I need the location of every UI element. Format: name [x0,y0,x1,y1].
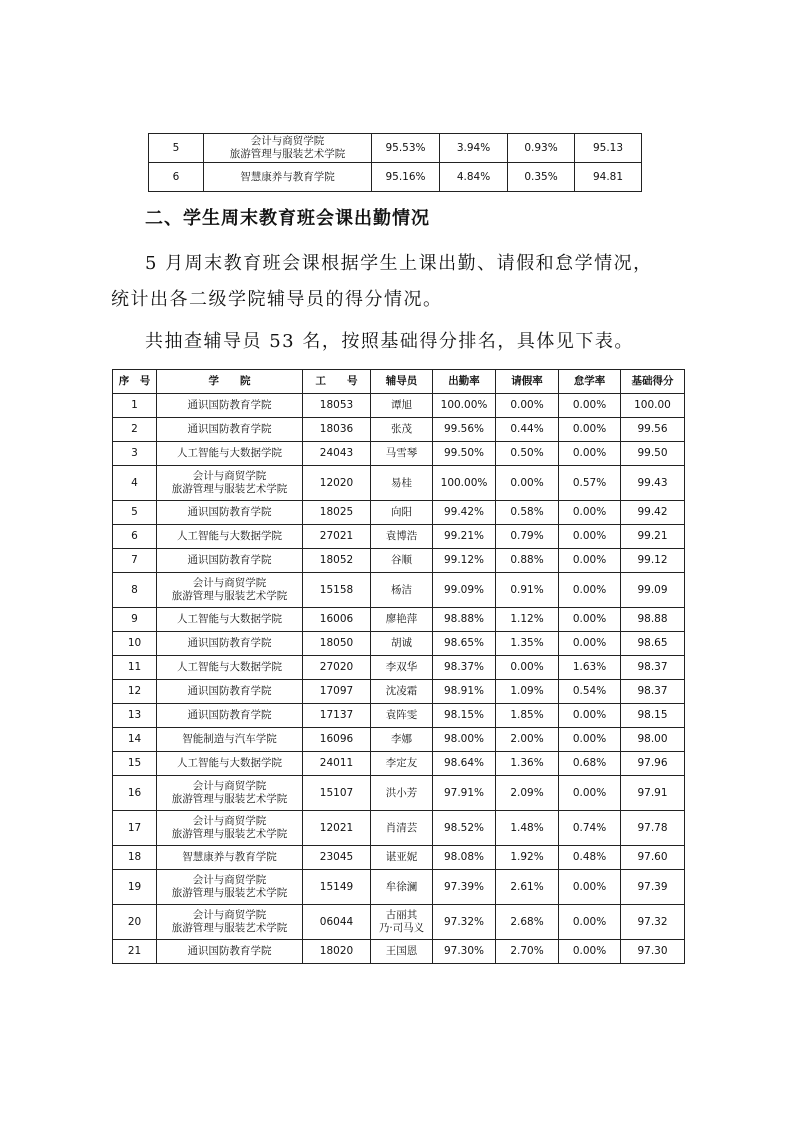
college-cell: 通识国防教育学院 [157,501,303,525]
leave-cell: 3.94% [440,134,508,163]
counselor-name-cell: 牟徐澜 [371,870,433,905]
score-cell: 98.88 [621,608,685,632]
truancy-cell: 0.00% [559,905,621,940]
seq-cell: 9 [113,608,157,632]
score-cell: 98.65 [621,632,685,656]
seq-cell: 5 [113,501,157,525]
truancy-cell: 0.74% [559,811,621,846]
seq-cell: 15 [113,752,157,776]
table-row [113,549,685,573]
leave-cell: 2.70% [496,940,559,964]
college-cell: 智能制造与汽车学院 [157,728,303,752]
truancy-cell: 0.00% [559,442,621,466]
truancy-cell: 0.00% [559,870,621,905]
truancy-cell: 0.00% [559,418,621,442]
truancy-cell: 0.00% [559,632,621,656]
staff-id-cell: 15149 [303,870,371,905]
table-row [113,466,685,501]
header-id: 工 号 [303,370,371,394]
college-cell: 通识国防教育学院 [157,394,303,418]
staff-id-cell: 24011 [303,752,371,776]
counselor-name-cell: 王国恩 [371,940,433,964]
counselor-name-cell: 李双华 [371,656,433,680]
table-row [149,163,642,192]
table-row [113,442,685,466]
table-header-row [113,370,685,394]
truancy-cell: 0.00% [559,940,621,964]
staff-id-cell: 06044 [303,905,371,940]
college-cell: 人工智能与大数据学院 [157,752,303,776]
score-cell: 95.13 [575,134,642,163]
seq-cell: 17 [113,811,157,846]
attendance-cell: 100.00% [433,466,496,501]
staff-id-cell: 12020 [303,466,371,501]
counselor-name-cell: 古丽其 乃·司马义 [371,905,433,940]
header-score: 基础得分 [621,370,685,394]
section-heading: 二、学生周末教育班会课出勤情况 [145,208,430,229]
leave-cell: 0.50% [496,442,559,466]
counselor-name-cell: 沈凌霜 [371,680,433,704]
staff-id-cell: 18053 [303,394,371,418]
attendance-cell: 97.91% [433,776,496,811]
seq-cell: 6 [149,163,204,192]
counselor-name-cell: 肖清芸 [371,811,433,846]
counselor-name-cell: 向阳 [371,501,433,525]
previous-ranking-table [148,133,642,192]
seq-cell: 2 [113,418,157,442]
table-row [113,752,685,776]
truancy-cell: 0.48% [559,846,621,870]
leave-cell: 4.84% [440,163,508,192]
score-cell: 99.43 [621,466,685,501]
college-cell: 通识国防教育学院 [157,704,303,728]
staff-id-cell: 17097 [303,680,371,704]
header-attendance: 出勤率 [433,370,496,394]
college-cell: 会计与商贸学院 旅游管理与服装艺术学院 [157,573,303,608]
college-cell: 通识国防教育学院 [157,680,303,704]
attendance-cell: 98.88% [433,608,496,632]
counselor-name-cell: 洪小芳 [371,776,433,811]
score-cell: 98.37 [621,680,685,704]
seq-cell: 8 [113,573,157,608]
paragraph: 5 月周末教育班会课根据学生上课出勤、请假和怠学情况， [145,253,653,274]
table-row [113,870,685,905]
table-row [149,134,642,163]
header-counselor: 辅导员 [371,370,433,394]
college-cell: 通识国防教育学院 [157,632,303,656]
score-cell: 97.60 [621,846,685,870]
seq-cell: 12 [113,680,157,704]
attendance-cell: 98.91% [433,680,496,704]
truancy-cell: 0.57% [559,466,621,501]
score-cell: 99.50 [621,442,685,466]
staff-id-cell: 18052 [303,549,371,573]
table-row [113,573,685,608]
score-cell: 97.32 [621,905,685,940]
seq-cell: 1 [113,394,157,418]
staff-id-cell: 18020 [303,940,371,964]
table-row [113,656,685,680]
attendance-cell: 95.53% [372,134,440,163]
counselor-name-cell: 李娜 [371,728,433,752]
truancy-cell: 0.68% [559,752,621,776]
seq-cell: 7 [113,549,157,573]
score-cell: 94.81 [575,163,642,192]
seq-cell: 5 [149,134,204,163]
attendance-cell: 100.00% [433,394,496,418]
score-cell: 97.30 [621,940,685,964]
college-cell: 会计与商贸学院 旅游管理与服装艺术学院 [157,776,303,811]
counselor-name-cell: 袁阵雯 [371,704,433,728]
leave-cell: 1.12% [496,608,559,632]
truancy-cell: 0.00% [559,573,621,608]
table-row [113,632,685,656]
counselor-name-cell: 袁博浩 [371,525,433,549]
staff-id-cell: 27020 [303,656,371,680]
seq-cell: 11 [113,656,157,680]
seq-cell: 16 [113,776,157,811]
table-row [113,525,685,549]
score-cell: 99.09 [621,573,685,608]
seq-cell: 6 [113,525,157,549]
staff-id-cell: 23045 [303,846,371,870]
score-cell: 99.56 [621,418,685,442]
truancy-cell: 0.54% [559,680,621,704]
attendance-cell: 97.30% [433,940,496,964]
truancy-cell: 0.00% [559,776,621,811]
table-row [113,501,685,525]
table-row [113,905,685,940]
leave-cell: 0.91% [496,573,559,608]
attendance-cell: 98.64% [433,752,496,776]
leave-cell: 2.61% [496,870,559,905]
score-cell: 99.12 [621,549,685,573]
leave-cell: 1.09% [496,680,559,704]
counselor-name-cell: 廖艳萍 [371,608,433,632]
staff-id-cell: 27021 [303,525,371,549]
counselor-name-cell: 胡诚 [371,632,433,656]
college-cell: 人工智能与大数据学院 [157,656,303,680]
seq-cell: 4 [113,466,157,501]
college-cell: 会计与商贸学院 旅游管理与服装艺术学院 [157,811,303,846]
truancy-cell: 0.00% [559,728,621,752]
attendance-cell: 97.32% [433,905,496,940]
header-seq: 序 号 [113,370,157,394]
score-cell: 97.39 [621,870,685,905]
seq-cell: 13 [113,704,157,728]
header-leave: 请假率 [496,370,559,394]
score-cell: 97.91 [621,776,685,811]
attendance-cell: 95.16% [372,163,440,192]
paragraph: 统计出各二级学院辅导员的得分情况。 [111,289,443,310]
leave-cell: 0.58% [496,501,559,525]
truancy-cell: 0.00% [559,525,621,549]
leave-cell: 1.36% [496,752,559,776]
staff-id-cell: 24043 [303,442,371,466]
seq-cell: 3 [113,442,157,466]
table-row [113,704,685,728]
score-cell: 97.78 [621,811,685,846]
header-truancy: 怠学率 [559,370,621,394]
truancy-cell: 0.00% [559,704,621,728]
college-cell: 会计与商贸学院 旅游管理与服装艺术学院 [157,466,303,501]
leave-cell: 2.68% [496,905,559,940]
college-cell: 会计与商贸学院 旅游管理与服装艺术学院 [157,870,303,905]
staff-id-cell: 17137 [303,704,371,728]
attendance-cell: 98.08% [433,846,496,870]
table-row [113,811,685,846]
table-row [113,776,685,811]
truancy-cell: 0.00% [559,394,621,418]
leave-cell: 2.09% [496,776,559,811]
staff-id-cell: 16006 [303,608,371,632]
score-cell: 97.96 [621,752,685,776]
attendance-cell: 99.42% [433,501,496,525]
attendance-cell: 98.65% [433,632,496,656]
score-cell: 98.15 [621,704,685,728]
college-cell: 会计与商贸学院 旅游管理与服装艺术学院 [204,134,372,163]
leave-cell: 1.35% [496,632,559,656]
counselor-name-cell: 易桂 [371,466,433,501]
college-cell: 人工智能与大数据学院 [157,442,303,466]
leave-cell: 1.92% [496,846,559,870]
attendance-cell: 99.56% [433,418,496,442]
leave-cell: 0.88% [496,549,559,573]
college-cell: 通识国防教育学院 [157,418,303,442]
attendance-cell: 99.21% [433,525,496,549]
header-college: 学 院 [157,370,303,394]
counselor-name-cell: 谷顺 [371,549,433,573]
college-cell: 会计与商贸学院 旅游管理与服装艺术学院 [157,905,303,940]
paragraph: 共抽查辅导员 53 名，按照基础得分排名，具体见下表。 [145,331,634,352]
staff-id-cell: 15107 [303,776,371,811]
attendance-cell: 97.39% [433,870,496,905]
leave-cell: 0.44% [496,418,559,442]
staff-id-cell: 18036 [303,418,371,442]
attendance-cell: 98.15% [433,704,496,728]
leave-cell: 0.00% [496,466,559,501]
counselor-name-cell: 谌亚妮 [371,846,433,870]
score-cell: 99.21 [621,525,685,549]
seq-cell: 18 [113,846,157,870]
attendance-cell: 99.50% [433,442,496,466]
college-cell: 人工智能与大数据学院 [157,525,303,549]
counselor-name-cell: 杨洁 [371,573,433,608]
truancy-cell: 0.93% [508,134,575,163]
truancy-cell: 0.00% [559,549,621,573]
table-row [113,846,685,870]
college-cell: 人工智能与大数据学院 [157,608,303,632]
seq-cell: 20 [113,905,157,940]
counselor-name-cell: 谭旭 [371,394,433,418]
truancy-cell: 0.00% [559,608,621,632]
table-row [113,940,685,964]
college-cell: 通识国防教育学院 [157,549,303,573]
table-row [113,680,685,704]
seq-cell: 21 [113,940,157,964]
truancy-cell: 0.00% [559,501,621,525]
table-row [113,394,685,418]
truancy-cell: 0.35% [508,163,575,192]
seq-cell: 10 [113,632,157,656]
attendance-cell: 98.52% [433,811,496,846]
staff-id-cell: 18050 [303,632,371,656]
attendance-cell: 99.09% [433,573,496,608]
college-cell: 智慧康养与教育学院 [157,846,303,870]
leave-cell: 1.48% [496,811,559,846]
counselor-name-cell: 马雪琴 [371,442,433,466]
leave-cell: 0.79% [496,525,559,549]
college-cell: 智慧康养与教育学院 [204,163,372,192]
counselor-name-cell: 李定友 [371,752,433,776]
staff-id-cell: 18025 [303,501,371,525]
table-row [113,418,685,442]
seq-cell: 19 [113,870,157,905]
counselor-score-table [112,369,685,964]
staff-id-cell: 15158 [303,573,371,608]
staff-id-cell: 16096 [303,728,371,752]
attendance-cell: 99.12% [433,549,496,573]
attendance-cell: 98.37% [433,656,496,680]
score-cell: 98.00 [621,728,685,752]
score-cell: 98.37 [621,656,685,680]
leave-cell: 1.85% [496,704,559,728]
leave-cell: 2.00% [496,728,559,752]
staff-id-cell: 12021 [303,811,371,846]
score-cell: 99.42 [621,501,685,525]
truancy-cell: 1.63% [559,656,621,680]
seq-cell: 14 [113,728,157,752]
score-cell: 100.00 [621,394,685,418]
table-row [113,728,685,752]
table-row [113,608,685,632]
attendance-cell: 98.00% [433,728,496,752]
leave-cell: 0.00% [496,656,559,680]
college-cell: 通识国防教育学院 [157,940,303,964]
counselor-name-cell: 张茂 [371,418,433,442]
leave-cell: 0.00% [496,394,559,418]
